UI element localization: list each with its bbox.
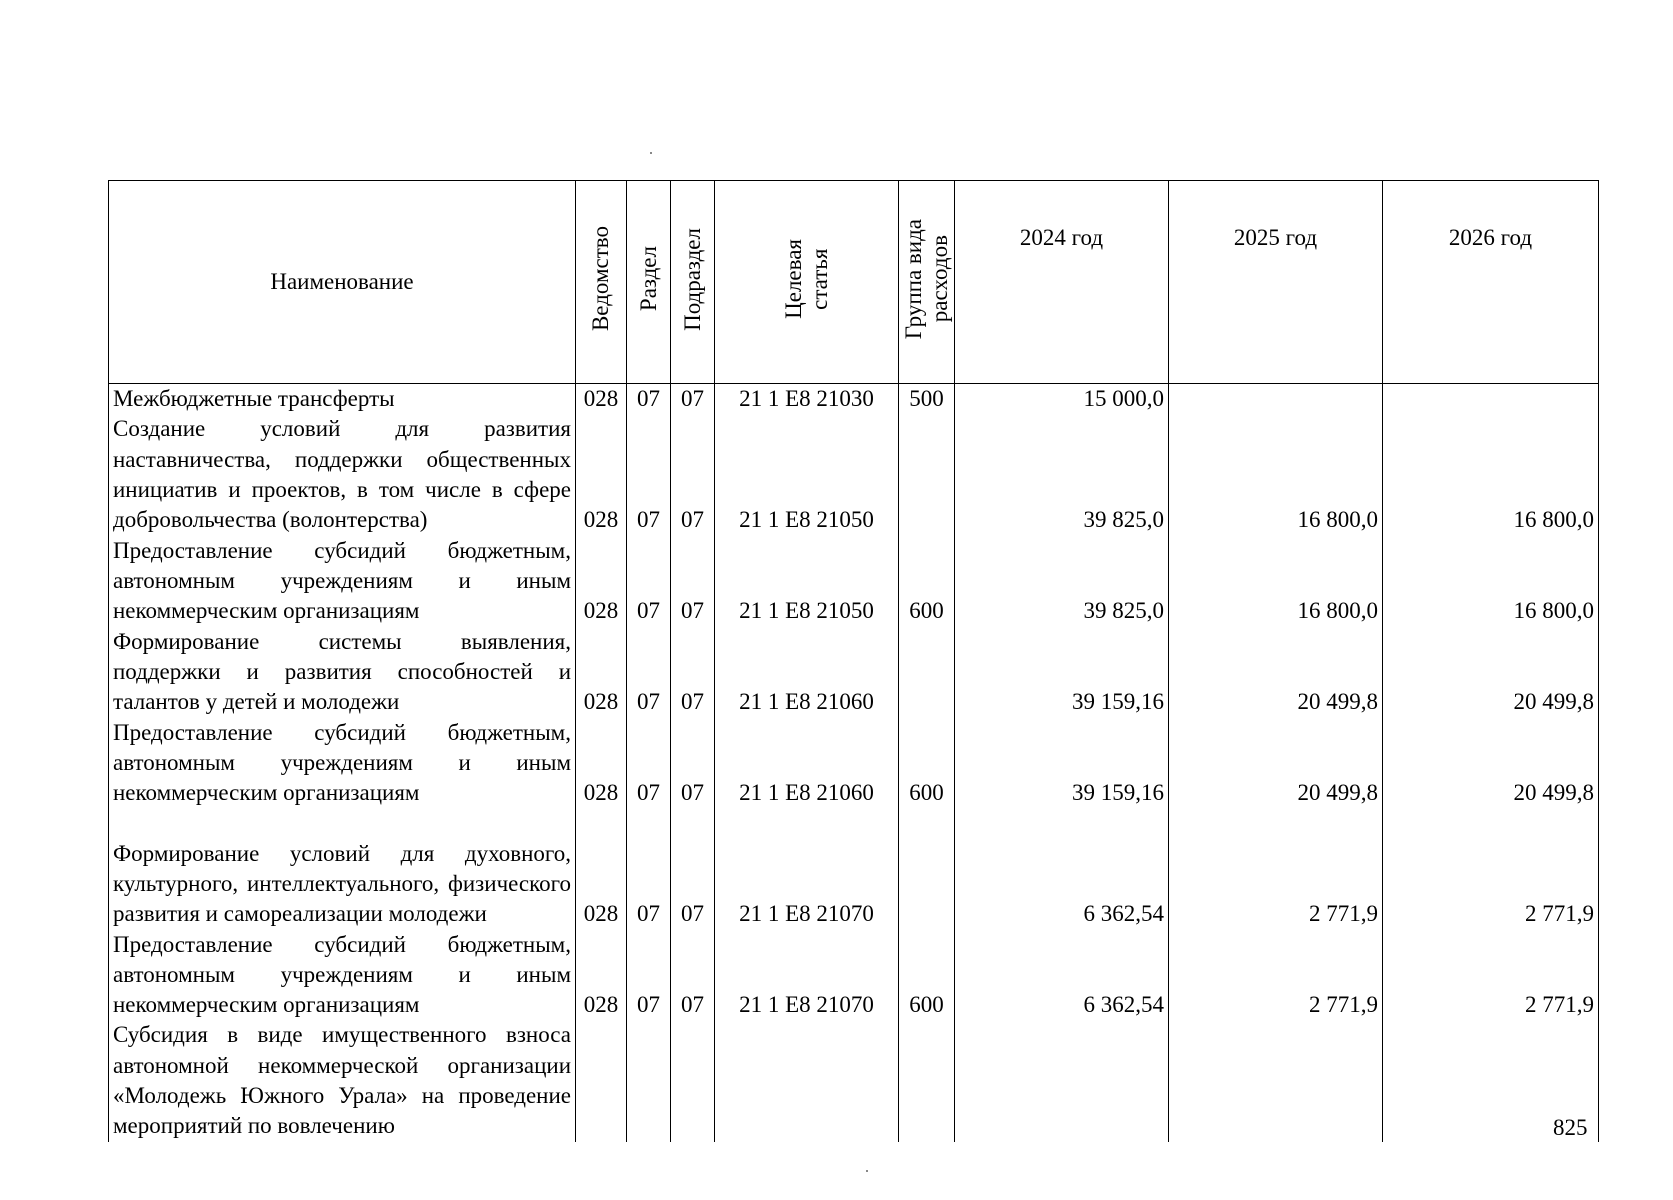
row-vedomstvo: 028 <box>576 384 627 415</box>
table-row <box>109 808 1599 929</box>
row-vedomstvo: 028 <box>576 626 627 717</box>
row-celevaya: 21 1 E8 21060 <box>715 626 899 717</box>
header-name-label: Наименование <box>270 269 414 294</box>
table-row <box>109 1020 1599 1141</box>
row-podrazdel: 07 <box>671 414 715 535</box>
row-razdel: 07 <box>627 384 671 415</box>
row-celevaya: 21 1 E8 21070 <box>715 808 899 929</box>
scan-speck <box>650 152 652 154</box>
row-2024: 6 362,54 <box>955 808 1169 929</box>
header-gruppa-line1: Группа вида <box>900 218 926 340</box>
header-gruppa-label <box>901 219 953 339</box>
row-2024: 39 159,16 <box>955 717 1169 808</box>
row-2026: 16 800,0 <box>1383 535 1599 626</box>
row-razdel: 07 <box>627 717 671 808</box>
row-podrazdel: 07 <box>671 626 715 717</box>
row-name: Формирование системы выявления, поддержки и развития способностей и талантов у детей и молодежи <box>109 626 576 717</box>
row-2026: 20 499,8 <box>1383 626 1599 717</box>
row-podrazdel: 07 <box>671 384 715 415</box>
header-podrazdel-label: Подраздел <box>679 227 705 331</box>
row-razdel: 07 <box>627 535 671 626</box>
row-podrazdel: 07 <box>671 717 715 808</box>
header-podrazdel <box>671 181 715 384</box>
header-gruppa-line2: расходов <box>926 235 952 323</box>
header-2026-label: 2026 год <box>1448 225 1533 250</box>
row-celevaya: 21 1 E8 21050 <box>715 535 899 626</box>
header-2024-label: 2024 год <box>1019 225 1104 250</box>
row-vedomstvo: 028 <box>576 929 627 1020</box>
row-2025 <box>1169 384 1383 415</box>
table-row <box>109 626 1599 717</box>
header-2025-label: 2025 год <box>1233 225 1318 250</box>
row-name: Предоставление субсидий бюджетным, автономным учреждениям и иным некоммерческим организациям <box>109 929 576 1020</box>
scan-speck <box>866 1170 868 1172</box>
header-celevaya-line1: Целевая <box>780 239 806 319</box>
row-2026 <box>1383 384 1599 415</box>
row-2024: 6 362,54 <box>955 929 1169 1020</box>
header-vedomstvo <box>576 181 627 384</box>
header-razdel <box>627 181 671 384</box>
row-name: Формирование условий для духовного, культурного, интеллектуального, физического развития и самореализации молодежи <box>109 808 576 929</box>
row-vedomstvo: 028 <box>576 808 627 929</box>
row-name: Субсидия в виде имущественного взноса автономной некоммерческой организации «Молодежь Южного Урала» на проведение мероприятий по вовлечению <box>109 1020 576 1141</box>
header-2024 <box>955 181 1169 384</box>
row-gruppa <box>899 1020 955 1141</box>
row-2025: 2 771,9 <box>1169 929 1383 1020</box>
row-name: Межбюджетные трансферты <box>109 384 576 415</box>
row-gruppa: 500 <box>899 384 955 415</box>
table-header <box>109 181 1599 384</box>
row-razdel: 07 <box>627 626 671 717</box>
budget-table <box>108 180 1599 1142</box>
row-2026: 2 771,9 <box>1383 808 1599 929</box>
row-2025: 20 499,8 <box>1169 626 1383 717</box>
row-vedomstvo: 028 <box>576 717 627 808</box>
table-row <box>109 929 1599 1020</box>
header-celevaya-label <box>781 239 833 319</box>
row-razdel: 07 <box>627 414 671 535</box>
header-vedomstvo-label: Ведомство <box>588 226 613 332</box>
row-2024: 39 825,0 <box>955 535 1169 626</box>
row-vedomstvo <box>576 1020 627 1141</box>
row-razdel <box>627 1020 671 1141</box>
row-name: Создание условий для развития наставничества, поддержки общественных инициатив и проектов, в том числе в сфере добровольчества (волонтерства) <box>109 414 576 535</box>
header-celevaya <box>715 181 899 384</box>
row-razdel: 07 <box>627 808 671 929</box>
row-gruppa: 600 <box>899 535 955 626</box>
row-2026: 2 771,9 <box>1383 929 1599 1020</box>
row-celevaya: 21 1 E8 21060 <box>715 717 899 808</box>
table-row <box>109 384 1599 415</box>
header-celevaya-line2: статья <box>806 248 832 310</box>
row-podrazdel: 07 <box>671 929 715 1020</box>
table-body <box>109 384 1599 1142</box>
table-row <box>109 535 1599 626</box>
header-2026 <box>1383 181 1599 384</box>
row-celevaya: 21 1 E8 21050 <box>715 414 899 535</box>
row-2025: 16 800,0 <box>1169 535 1383 626</box>
row-2025: 20 499,8 <box>1169 717 1383 808</box>
row-2026: 16 800,0 <box>1383 414 1599 535</box>
table-row <box>109 414 1599 535</box>
row-vedomstvo: 028 <box>576 414 627 535</box>
row-2025: 16 800,0 <box>1169 414 1383 535</box>
row-2024 <box>955 1020 1169 1141</box>
header-name <box>109 181 576 384</box>
row-2025 <box>1169 1020 1383 1141</box>
row-gruppa: 600 <box>899 929 955 1020</box>
row-2024: 39 825,0 <box>955 414 1169 535</box>
row-2026: 20 499,8 <box>1383 717 1599 808</box>
row-2024: 39 159,16 <box>955 626 1169 717</box>
table-row <box>109 717 1599 808</box>
row-gruppa <box>899 414 955 535</box>
header-razdel-label: Раздел <box>635 246 661 312</box>
row-gruppa <box>899 626 955 717</box>
row-vedomstvo: 028 <box>576 535 627 626</box>
row-2025: 2 771,9 <box>1169 808 1383 929</box>
header-2025 <box>1169 181 1383 384</box>
header-gruppa <box>899 181 955 384</box>
page-number: 825 <box>1553 1115 1588 1140</box>
row-gruppa: 600 <box>899 717 955 808</box>
row-celevaya: 21 1 E8 21030 <box>715 384 899 415</box>
row-podrazdel: 07 <box>671 535 715 626</box>
row-razdel: 07 <box>627 929 671 1020</box>
row-celevaya: 21 1 E8 21070 <box>715 929 899 1020</box>
row-celevaya <box>715 1020 899 1141</box>
row-podrazdel: 07 <box>671 808 715 929</box>
row-name: Предоставление субсидий бюджетным, автономным учреждениям и иным некоммерческим организациям <box>109 535 576 626</box>
row-gruppa <box>899 808 955 929</box>
row-2024: 15 000,0 <box>955 384 1169 415</box>
row-podrazdel <box>671 1020 715 1141</box>
row-name: Предоставление субсидий бюджетным, автономным учреждениям и иным некоммерческим организациям <box>109 717 576 808</box>
